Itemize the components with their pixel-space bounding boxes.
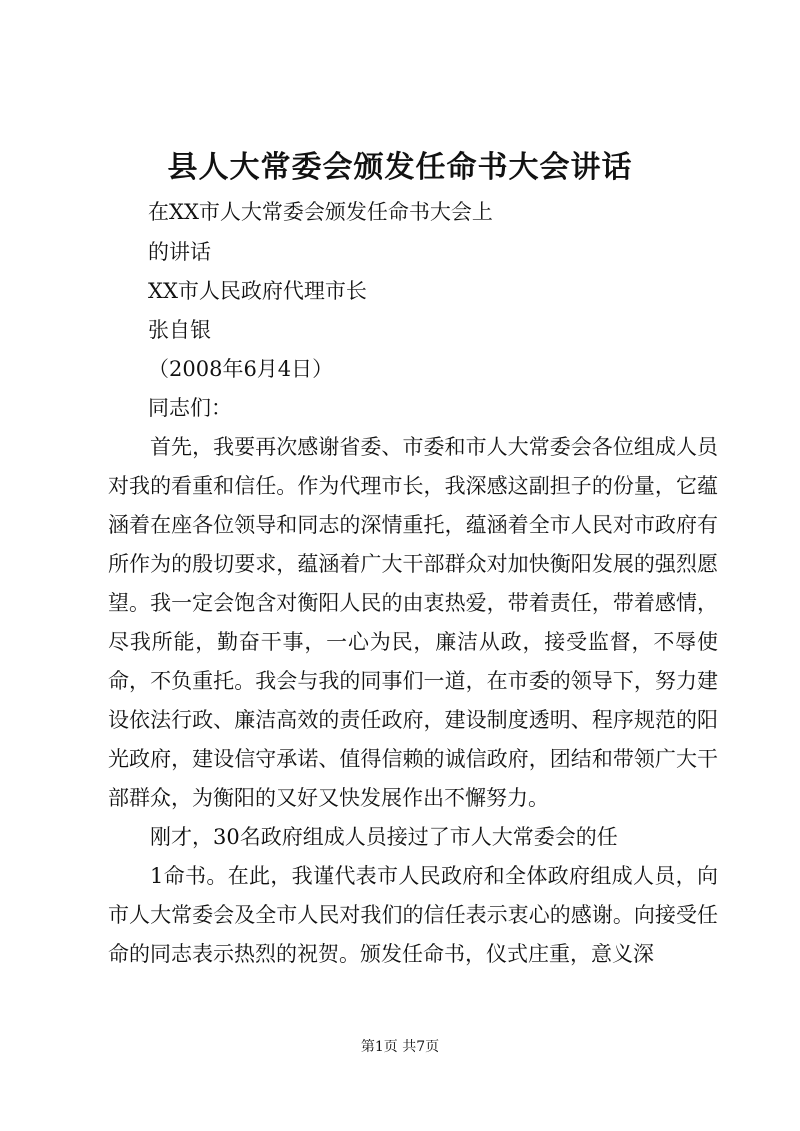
header-line-speaker-name: 张自银	[148, 318, 211, 342]
header-line-speech: 的讲话	[148, 240, 211, 264]
body-paragraph-1: 首先，我要再次感谢省委、市委和市人大常委会各位组成人员对我的看重和信任。作为代理市长，我深感这副担子的份量，它蕴涵着在座各位领导和同志的深情重托，蕴涵着全市人民对市政府有所作为的殷切要求，蕴涵着广大干部群众对加快衡阳发展的强烈愿望。我一定会饱含对衡阳人民的由衷热爱，带着责任，带着感情，尽我所能，勤奋干事，一心为民，廉洁从政，接受监督，不辱使命，不负重托。我会与我的同事们一道，在市委的领导下，努力建设依法行政、廉洁高效的责任政府，建设制度透明、程序规范的阳光政府，建设信守承诺、值得信赖的诚信政府，团结和带领广大干部群众，为衡阳的又好又快发展作出不懈努力。	[108, 435, 718, 810]
page-footer: 第1页 共7页	[360, 1039, 440, 1055]
header-line-date: （2008年6月4日）	[148, 357, 334, 381]
body-paragraph-2: 刚才，30名政府组成人员接过了市人大常委会的任	[150, 825, 618, 849]
body-paragraph-3: 1命书。在此，我谨代表市人民政府和全体政府组成人员，向市人大常委会及全市人民对我们的信任表示衷心的感谢。向接受任命的同志表示热烈的祝贺。颁发任命书，仪式庄重，意义深	[108, 864, 718, 966]
header-line-occasion: 在XX市人大常委会颁发任命书大会上	[148, 200, 493, 224]
document-title: 县人大常委会颁发任命书大会讲话	[167, 150, 633, 185]
header-line-speaker-title: XX市人民政府代理市长	[148, 279, 367, 303]
header-line-salutation: 同志们：	[148, 396, 232, 420]
